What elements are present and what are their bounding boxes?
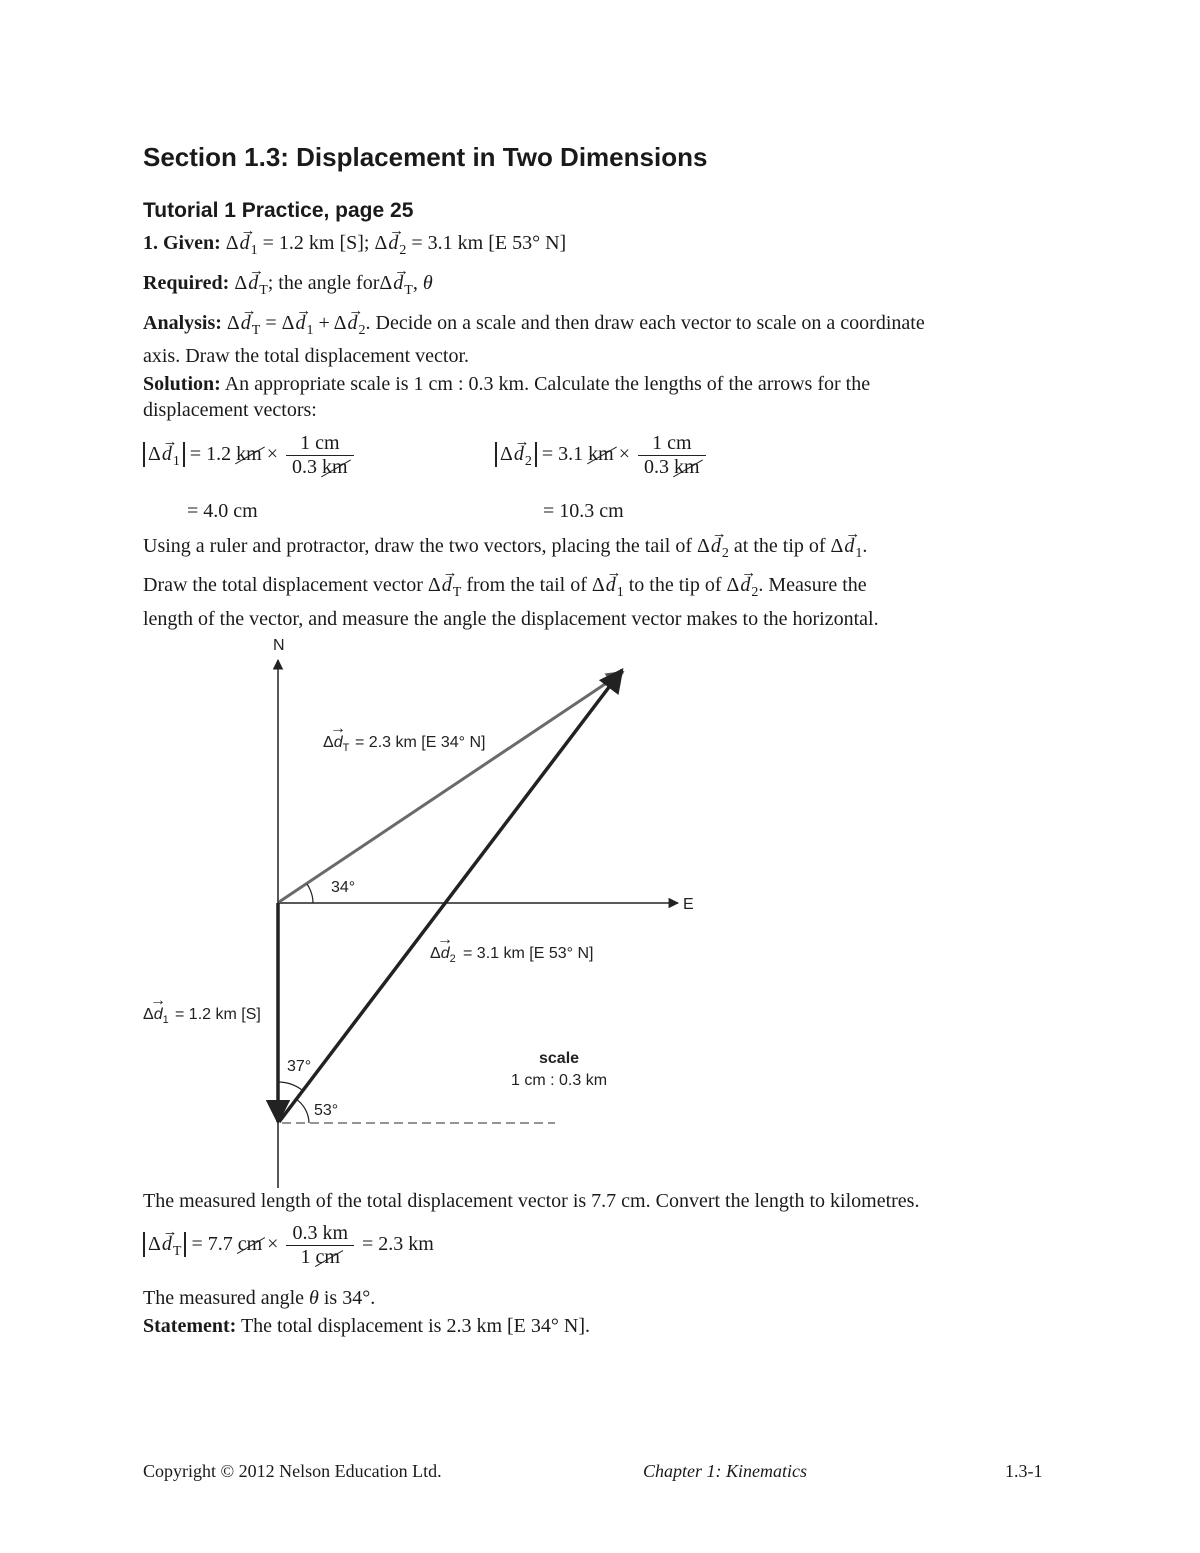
statement-line <box>143 1315 590 1338</box>
d2-label <box>430 931 593 965</box>
calc2-unit: km <box>588 443 614 466</box>
angle-arc-34 <box>307 884 313 903</box>
east-label: E <box>683 896 694 913</box>
d1-label <box>143 992 261 1026</box>
calc1-equation: $\Delta\to d_1 = 1.2$ km × $\frac{1 cm}{0.3 km}$ <box>143 432 357 479</box>
given-label: 1. Given: <box>143 232 221 254</box>
angle-37-label: 37° <box>287 1058 312 1075</box>
dT-vector <box>279 672 623 902</box>
svg-text:= 2.3 km [E 34° N]: = 2.3 km [E 34° N] <box>355 734 486 751</box>
calc3-unit: cm <box>237 1233 263 1256</box>
scale-value: 1 cm : 0.3 km <box>511 1072 608 1089</box>
required-text: ; the angle for <box>267 272 380 294</box>
measured-angle: The measured angle θ is 34°. <box>143 1287 376 1309</box>
angle-arc-53 <box>296 1099 309 1123</box>
required-comma: , <box>412 272 418 294</box>
calc1-result: = 4.0 cm <box>187 500 258 522</box>
given-d1-value: = 1.2 km [S]; <box>262 232 370 254</box>
svg-text:ΔdT: $\Delta d_T$ <box>323 734 350 754</box>
calc2-result: = 10.3 cm <box>543 500 624 522</box>
footer-page: 1.3-1 <box>1005 1461 1043 1481</box>
statement-text: The total displacement is 2.3 km [E 34° N]. <box>240 1315 590 1337</box>
calc2-equation: $\Delta\to d_2 = 3.1$ km × $\frac{1 cm}{0.3 km}$ <box>495 432 709 479</box>
angle-53-label: 53° <box>314 1102 339 1119</box>
svg-text:→: → <box>150 992 166 1009</box>
svg-text:→: → <box>330 720 346 737</box>
analysis-text: . Decide on a scale and then draw each vector to scale on a coordinate <box>365 312 925 334</box>
svg-text:Δd1: $\Delta d_1$ <box>143 1006 169 1026</box>
solution-text-2: displacement vectors: <box>143 399 317 421</box>
given-line: 1. Given: $\Delta\to d_1 = 1.2$ km [S]; $\Delta\to d_2 = 3.1$ km [E 53° N] <box>143 232 566 255</box>
angle-arc-37 <box>278 1082 302 1090</box>
footer-chapter: Chapter 1: Kinematics <box>643 1461 807 1481</box>
angle-34-label: 34° <box>331 879 356 896</box>
footer-copyright: Copyright © 2012 Nelson Education Ltd. <box>143 1461 442 1481</box>
calc2-fraction: $\frac{1 cm}{0.3 km}$ <box>638 432 706 479</box>
calc1-fraction: $\frac{1 cm}{0.3 km}$ <box>286 432 354 479</box>
solution-text: An appropriate scale is 1 cm : 0.3 km. Calculate the lengths of the arrows for the <box>224 373 871 395</box>
instruction-3: length of the vector, and measure the angle the displacement vector makes to the horizontal. <box>143 608 879 630</box>
calc1-unit: km <box>236 443 262 466</box>
required-label: Required: <box>143 272 230 294</box>
section-title: Section 1.3: Displacement in Two Dimensions <box>143 142 708 172</box>
dT-label <box>323 720 485 754</box>
given-d2-value: = 3.1 km [E 53° N] <box>411 232 567 254</box>
scale-title: scale <box>539 1050 580 1067</box>
north-label: N <box>273 637 285 654</box>
solution-label: Solution: <box>143 373 221 395</box>
statement-label: Statement: <box>143 1315 237 1337</box>
required-line: Required: $\Delta\to d_T$; the angle $for\Delta\to d_T$, θ <box>143 272 433 295</box>
svg-text:Δd2: $\Delta d_2$ <box>430 945 456 965</box>
calc3-result: = 2.3 km <box>362 1233 434 1256</box>
analysis-line: Analysis: $\Delta\to d_T = \Delta\to d_1 + \Delta\to d_2$. Decide on a scale and then draw each vector to scale on a coordinate <box>143 312 925 335</box>
measured-length: The measured length of the total displacement vector is 7.7 cm. Convert the length to kilometres. <box>143 1190 920 1212</box>
calc3-fraction: $\frac{0.3 km}{1 cm}$ <box>286 1222 354 1269</box>
tutorial-title: Tutorial 1 Practice, page 25 <box>143 199 414 222</box>
instruction-2: Draw the total displacement vector $\Delta\to d_T$ from the tail of $\Delta\to d_1$ to the tip of $\Delta\to d_2$. Measure the <box>143 574 867 597</box>
svg-text:= 3.1 km [E 53° N]: = 3.1 km [E 53° N] <box>463 945 594 962</box>
analysis-text-2: axis. Draw the total displacement vector. <box>143 345 470 367</box>
svg-text:= 1.2 km [S]: = 1.2 km [S] <box>175 1006 261 1023</box>
svg-text:→: → <box>437 931 453 948</box>
calc3-equation: $\Delta\to d_T = 7.7$ cm × $\frac{0.3 km}{1 cm}$ = 2.3 km <box>143 1222 434 1269</box>
analysis-label: Analysis: <box>143 312 222 334</box>
instruction-1: Using a ruler and protractor, draw the two vectors, placing the tail of $\Delta\to d_2$ at the tip of $\Delta\to d_1$. <box>143 535 867 558</box>
